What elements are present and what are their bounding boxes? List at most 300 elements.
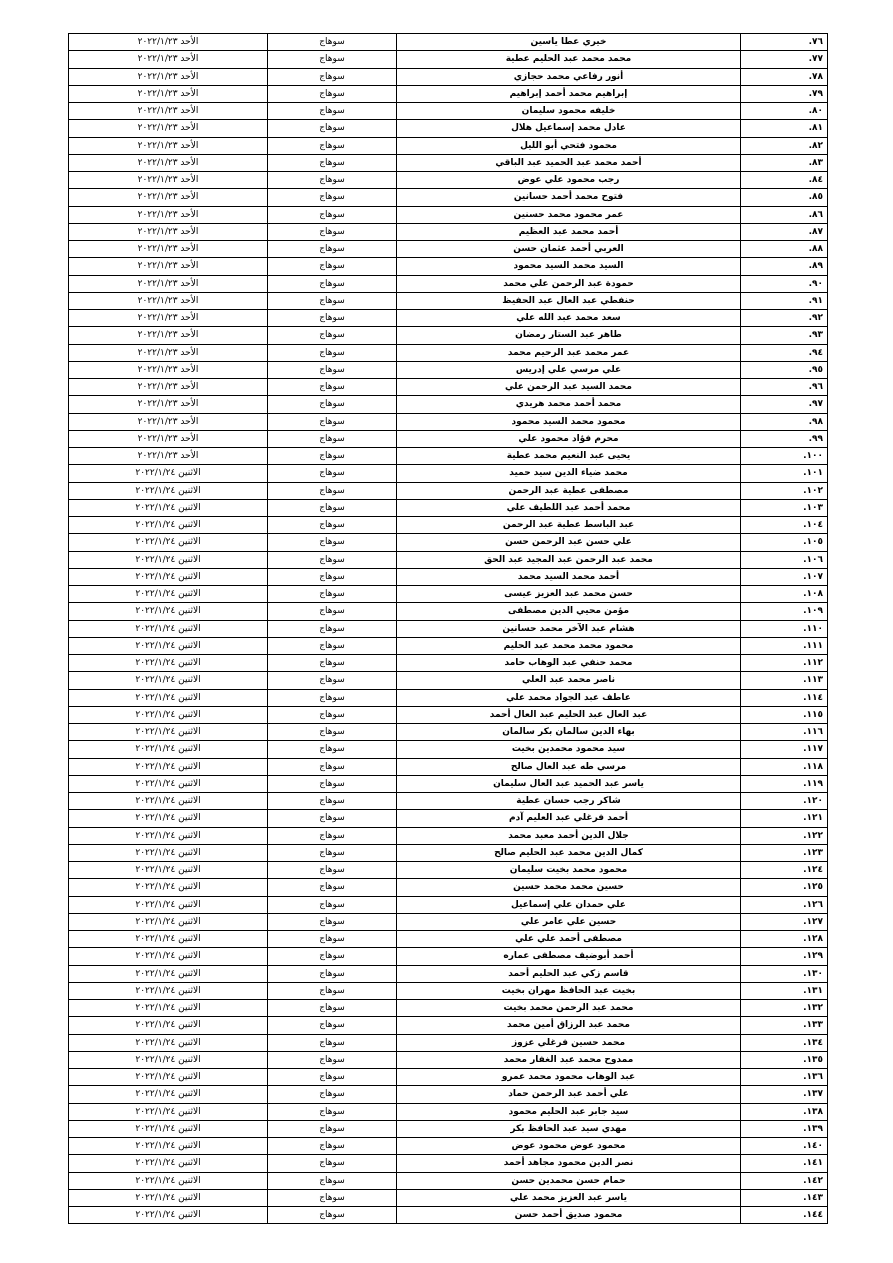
- row-number: ٨٩.: [741, 258, 828, 275]
- row-name: محمد محمد عبد الحليم عطية: [397, 51, 741, 68]
- row-date: الاثنين ٢٠٢٢/١/٢٤: [69, 672, 268, 689]
- row-governorate: سوهاج: [268, 551, 397, 568]
- row-date: الاثنين ٢٠٢٢/١/٢٤: [69, 775, 268, 792]
- row-governorate: سوهاج: [268, 758, 397, 775]
- row-name: ممدوح محمد عبد الغفار محمد: [397, 1051, 741, 1068]
- table-row: [69, 965, 828, 982]
- table-row: [69, 103, 828, 120]
- row-governorate: سوهاج: [268, 51, 397, 68]
- row-governorate: سوهاج: [268, 1017, 397, 1034]
- row-governorate: سوهاج: [268, 844, 397, 861]
- row-name: هشام عبد الآخر محمد حسانين: [397, 620, 741, 637]
- row-name: علي مرسي علي إدريس: [397, 361, 741, 378]
- row-name: حسن محمد عبد العزيز عيسى: [397, 586, 741, 603]
- row-governorate: سوهاج: [268, 413, 397, 430]
- row-name: عبد الوهاب محمود محمد عمرو: [397, 1069, 741, 1086]
- row-governorate: سوهاج: [268, 241, 397, 258]
- row-governorate: سوهاج: [268, 603, 397, 620]
- row-date: الأحد ٢٠٢٢/١/٢٣: [69, 344, 268, 361]
- row-date: الاثنين ٢٠٢٢/١/٢٤: [69, 862, 268, 879]
- table-row: [69, 292, 828, 309]
- table-row: [69, 620, 828, 637]
- row-governorate: سوهاج: [268, 775, 397, 792]
- names-table: [68, 33, 828, 1224]
- row-date: الأحد ٢٠٢٢/١/٢٣: [69, 310, 268, 327]
- table-row: [69, 206, 828, 223]
- row-name: محمود فتحي أبو الليل: [397, 137, 741, 154]
- row-number: ٨٦.: [741, 206, 828, 223]
- row-name: محمد عبد الرحمن محمد بخيت: [397, 1000, 741, 1017]
- table-row: [69, 189, 828, 206]
- row-date: الأحد ٢٠٢٢/١/٢٣: [69, 275, 268, 292]
- row-date: الاثنين ٢٠٢٢/١/٢٤: [69, 1000, 268, 1017]
- table-row: [69, 793, 828, 810]
- row-name: ياسر عبد العزيز محمد علي: [397, 1189, 741, 1206]
- row-number: ١٣١.: [741, 982, 828, 999]
- row-date: الاثنين ٢٠٢٢/١/٢٤: [69, 534, 268, 551]
- table-row: [69, 775, 828, 792]
- row-governorate: سوهاج: [268, 34, 397, 51]
- row-date: الأحد ٢٠٢٢/١/٢٣: [69, 413, 268, 430]
- row-number: ١٠٥.: [741, 534, 828, 551]
- table-row: [69, 931, 828, 948]
- row-date: الأحد ٢٠٢٢/١/٢٣: [69, 448, 268, 465]
- table-row: [69, 241, 828, 258]
- table-row: [69, 413, 828, 430]
- row-name: عمر محمد عبد الرحيم محمد: [397, 344, 741, 361]
- row-governorate: سوهاج: [268, 862, 397, 879]
- table-row: [69, 1103, 828, 1120]
- row-name: محمود صديق أحمد حسن: [397, 1207, 741, 1224]
- table-row: [69, 482, 828, 499]
- row-date: الاثنين ٢٠٢٢/١/٢٤: [69, 724, 268, 741]
- row-governorate: سوهاج: [268, 465, 397, 482]
- row-governorate: سوهاج: [268, 620, 397, 637]
- row-name: كمال الدين محمد عبد الحليم صالح: [397, 844, 741, 861]
- row-number: ١٠٢.: [741, 482, 828, 499]
- row-number: ٩٤.: [741, 344, 828, 361]
- row-date: الاثنين ٢٠٢٢/١/٢٤: [69, 1017, 268, 1034]
- table-row: [69, 655, 828, 672]
- row-governorate: سوهاج: [268, 1189, 397, 1206]
- row-name: علي حمدان علي إسماعيل: [397, 896, 741, 913]
- row-number: ٩١.: [741, 292, 828, 309]
- row-number: ١٠٨.: [741, 586, 828, 603]
- row-governorate: سوهاج: [268, 206, 397, 223]
- table-row: [69, 85, 828, 102]
- table-row: [69, 913, 828, 930]
- row-number: ١٣٣.: [741, 1017, 828, 1034]
- row-governorate: سوهاج: [268, 568, 397, 585]
- row-governorate: سوهاج: [268, 499, 397, 516]
- row-name: عبد الباسط عطية عبد الرحمن: [397, 517, 741, 534]
- row-governorate: سوهاج: [268, 724, 397, 741]
- row-governorate: سوهاج: [268, 223, 397, 240]
- row-governorate: سوهاج: [268, 655, 397, 672]
- row-governorate: سوهاج: [268, 68, 397, 85]
- row-number: ١١٧.: [741, 741, 828, 758]
- row-governorate: سوهاج: [268, 258, 397, 275]
- row-date: الاثنين ٢٠٢٢/١/٢٤: [69, 827, 268, 844]
- table-row: [69, 1000, 828, 1017]
- row-name: أحمد أبوضيف مصطفى عماره: [397, 948, 741, 965]
- row-name: عادل محمد إسماعيل هلال: [397, 120, 741, 137]
- row-number: ١٢٦.: [741, 896, 828, 913]
- table-row: [69, 879, 828, 896]
- row-name: أنور رفاعي محمد حجازي: [397, 68, 741, 85]
- row-date: الأحد ٢٠٢٢/١/٢٣: [69, 137, 268, 154]
- row-governorate: سوهاج: [268, 396, 397, 413]
- row-date: الاثنين ٢٠٢٢/١/٢٤: [69, 741, 268, 758]
- table-row: [69, 672, 828, 689]
- row-date: الاثنين ٢٠٢٢/١/٢٤: [69, 793, 268, 810]
- row-date: الاثنين ٢٠٢٢/١/٢٤: [69, 931, 268, 948]
- row-name: مؤمن محيي الدين مصطفى: [397, 603, 741, 620]
- row-date: الاثنين ٢٠٢٢/١/٢٤: [69, 655, 268, 672]
- row-governorate: سوهاج: [268, 827, 397, 844]
- table-row: [69, 844, 828, 861]
- row-name: خليفه محمود سليمان: [397, 103, 741, 120]
- table-row: [69, 499, 828, 516]
- table-row: [69, 827, 828, 844]
- table-row: [69, 154, 828, 171]
- table-row: [69, 758, 828, 775]
- row-number: ١١٥.: [741, 706, 828, 723]
- table-row: [69, 396, 828, 413]
- row-date: الاثنين ٢٠٢٢/١/٢٤: [69, 1120, 268, 1137]
- row-number: ١١٠.: [741, 620, 828, 637]
- row-date: الاثنين ٢٠٢٢/١/٢٤: [69, 1069, 268, 1086]
- table-row: [69, 120, 828, 137]
- table-row: [69, 68, 828, 85]
- row-governorate: سوهاج: [268, 706, 397, 723]
- row-date: الاثنين ٢٠٢٢/١/٢٤: [69, 1207, 268, 1224]
- row-date: الأحد ٢٠٢٢/١/٢٣: [69, 379, 268, 396]
- row-date: الأحد ٢٠٢٢/١/٢٣: [69, 189, 268, 206]
- row-name: بخيت عبد الحافظ مهران بخيت: [397, 982, 741, 999]
- row-number: ١١٢.: [741, 655, 828, 672]
- row-governorate: سوهاج: [268, 982, 397, 999]
- row-name: سيد جابر عبد الحليم محمود: [397, 1103, 741, 1120]
- row-date: الأحد ٢٠٢٢/١/٢٣: [69, 120, 268, 137]
- row-governorate: سوهاج: [268, 1103, 397, 1120]
- row-governorate: سوهاج: [268, 1172, 397, 1189]
- row-number: ٨١.: [741, 120, 828, 137]
- row-name: محمود محمد محمد عبد الحليم: [397, 637, 741, 654]
- row-date: الاثنين ٢٠٢٢/١/٢٤: [69, 965, 268, 982]
- row-governorate: سوهاج: [268, 430, 397, 447]
- row-date: الاثنين ٢٠٢٢/١/٢٤: [69, 913, 268, 930]
- row-name: سيد محمود محمدين بخيت: [397, 741, 741, 758]
- table-row: [69, 1189, 828, 1206]
- table-row: [69, 379, 828, 396]
- row-number: ٩٥.: [741, 361, 828, 378]
- row-name: محمود محمد السيد محمود: [397, 413, 741, 430]
- row-date: الأحد ٢٠٢٢/١/٢٣: [69, 292, 268, 309]
- row-date: الاثنين ٢٠٢٢/١/٢٤: [69, 1172, 268, 1189]
- row-governorate: سوهاج: [268, 1207, 397, 1224]
- row-date: الاثنين ٢٠٢٢/١/٢٤: [69, 1086, 268, 1103]
- names-table-body: [69, 34, 828, 1224]
- table-row: [69, 982, 828, 999]
- row-number: ١٢٤.: [741, 862, 828, 879]
- row-number: ٩٢.: [741, 310, 828, 327]
- row-number: ١٢٥.: [741, 879, 828, 896]
- row-name: مصطفى عطية عبد الرحمن: [397, 482, 741, 499]
- table-row: [69, 741, 828, 758]
- table-row: [69, 862, 828, 879]
- row-number: ٨٨.: [741, 241, 828, 258]
- row-governorate: سوهاج: [268, 793, 397, 810]
- row-number: ١٣٩.: [741, 1120, 828, 1137]
- row-governorate: سوهاج: [268, 879, 397, 896]
- row-date: الأحد ٢٠٢٢/١/٢٣: [69, 430, 268, 447]
- table-row: [69, 1034, 828, 1051]
- table-row: [69, 689, 828, 706]
- row-number: ٧٩.: [741, 85, 828, 102]
- row-number: ١٣٤.: [741, 1034, 828, 1051]
- table-row: [69, 327, 828, 344]
- row-date: الاثنين ٢٠٢٢/١/٢٤: [69, 758, 268, 775]
- row-name: العربي أحمد عثمان حسن: [397, 241, 741, 258]
- row-date: الاثنين ٢٠٢٢/١/٢٤: [69, 948, 268, 965]
- row-date: الاثنين ٢٠٢٢/١/٢٤: [69, 586, 268, 603]
- row-name: أحمد محمد عبد الحميد عبد الباقي: [397, 154, 741, 171]
- row-date: الاثنين ٢٠٢٢/١/٢٤: [69, 551, 268, 568]
- row-name: حمام حسن محمدين حسن: [397, 1172, 741, 1189]
- row-date: الاثنين ٢٠٢٢/١/٢٤: [69, 1138, 268, 1155]
- table-row: [69, 551, 828, 568]
- row-number: ١٢١.: [741, 810, 828, 827]
- row-number: ٩٩.: [741, 430, 828, 447]
- row-number: ١٤٠.: [741, 1138, 828, 1155]
- table-row: [69, 1120, 828, 1137]
- row-governorate: سوهاج: [268, 1034, 397, 1051]
- row-name: محمد عبد الرزاق أمين محمد: [397, 1017, 741, 1034]
- row-name: حسين علي عامر علي: [397, 913, 741, 930]
- table-row: [69, 448, 828, 465]
- row-number: ١٢٣.: [741, 844, 828, 861]
- row-date: الاثنين ٢٠٢٢/١/٢٤: [69, 499, 268, 516]
- row-date: الأحد ٢٠٢٢/١/٢٣: [69, 172, 268, 189]
- row-number: ١٣٥.: [741, 1051, 828, 1068]
- row-number: ١٤٣.: [741, 1189, 828, 1206]
- table-row: [69, 1017, 828, 1034]
- row-date: الاثنين ٢٠٢٢/١/٢٤: [69, 879, 268, 896]
- row-number: ١١٩.: [741, 775, 828, 792]
- row-name: مرسي طه عبد العال صالح: [397, 758, 741, 775]
- table-row: [69, 586, 828, 603]
- row-date: الاثنين ٢٠٢٢/١/٢٤: [69, 982, 268, 999]
- row-governorate: سوهاج: [268, 1120, 397, 1137]
- row-date: الاثنين ٢٠٢٢/١/٢٤: [69, 810, 268, 827]
- row-name: محرم فؤاد محمود علي: [397, 430, 741, 447]
- table-row: [69, 568, 828, 585]
- row-name: ياسر عبد الحميد عبد العال سليمان: [397, 775, 741, 792]
- table-row: [69, 137, 828, 154]
- row-date: الاثنين ٢٠٢٢/١/٢٤: [69, 844, 268, 861]
- row-name: أحمد فرغلي عبد العليم آدم: [397, 810, 741, 827]
- row-date: الأحد ٢٠٢٢/١/٢٣: [69, 396, 268, 413]
- row-date: الأحد ٢٠٢٢/١/٢٣: [69, 223, 268, 240]
- row-number: ٩٦.: [741, 379, 828, 396]
- row-number: ٨٠.: [741, 103, 828, 120]
- row-name: ناصر محمد عبد العلي: [397, 672, 741, 689]
- row-date: الأحد ٢٠٢٢/١/٢٣: [69, 51, 268, 68]
- table-row: [69, 1051, 828, 1068]
- table-row: [69, 517, 828, 534]
- row-name: محمد عبد الرحمن عبد المجيد عبد الحق: [397, 551, 741, 568]
- row-name: عمر محمود محمد حسنين: [397, 206, 741, 223]
- row-number: ٧٨.: [741, 68, 828, 85]
- row-governorate: سوهاج: [268, 189, 397, 206]
- row-governorate: سوهاج: [268, 1000, 397, 1017]
- row-date: الاثنين ٢٠٢٢/١/٢٤: [69, 517, 268, 534]
- row-number: ٩٨.: [741, 413, 828, 430]
- table-row: [69, 223, 828, 240]
- table-row: [69, 1155, 828, 1172]
- row-governorate: سوهاج: [268, 810, 397, 827]
- row-name: محمد حنفي عبد الوهاب حامد: [397, 655, 741, 672]
- row-date: الاثنين ٢٠٢٢/١/٢٤: [69, 706, 268, 723]
- row-name: حمودة عبد الرحمن علي محمد: [397, 275, 741, 292]
- table-row: [69, 344, 828, 361]
- table-row: [69, 603, 828, 620]
- row-name: خيري عطا ياسين: [397, 34, 741, 51]
- table-row: [69, 724, 828, 741]
- row-number: ١١٣.: [741, 672, 828, 689]
- row-governorate: سوهاج: [268, 1086, 397, 1103]
- table-row: [69, 361, 828, 378]
- row-governorate: سوهاج: [268, 327, 397, 344]
- row-governorate: سوهاج: [268, 517, 397, 534]
- row-name: محمد أحمد عبد اللطيف علي: [397, 499, 741, 516]
- row-number: ١٠٠.: [741, 448, 828, 465]
- row-date: الاثنين ٢٠٢٢/١/٢٤: [69, 465, 268, 482]
- row-date: الاثنين ٢٠٢٢/١/٢٤: [69, 1155, 268, 1172]
- row-number: ١٢٨.: [741, 931, 828, 948]
- table-row: [69, 534, 828, 551]
- row-name: محمد أحمد محمد هريدي: [397, 396, 741, 413]
- row-governorate: سوهاج: [268, 361, 397, 378]
- row-number: ١٣٧.: [741, 1086, 828, 1103]
- table-row: [69, 1086, 828, 1103]
- table-row: [69, 1138, 828, 1155]
- row-date: الاثنين ٢٠٢٢/١/٢٤: [69, 482, 268, 499]
- row-number: ٩٣.: [741, 327, 828, 344]
- row-number: ١٠١.: [741, 465, 828, 482]
- row-date: الأحد ٢٠٢٢/١/٢٣: [69, 258, 268, 275]
- row-name: أحمد محمد عبد العظيم: [397, 223, 741, 240]
- row-name: السيد محمد السيد محمود: [397, 258, 741, 275]
- row-name: علي حسن عبد الرحمن حسن: [397, 534, 741, 551]
- row-number: ٨٥.: [741, 189, 828, 206]
- row-date: الاثنين ٢٠٢٢/١/٢٤: [69, 603, 268, 620]
- row-name: جلال الدين أحمد معبد محمد: [397, 827, 741, 844]
- row-governorate: سوهاج: [268, 948, 397, 965]
- row-number: ١١٨.: [741, 758, 828, 775]
- row-name: مهدي سيد عبد الحافظ بكر: [397, 1120, 741, 1137]
- row-name: قاسم زكي عبد الحليم أحمد: [397, 965, 741, 982]
- row-date: الأحد ٢٠٢٢/١/٢٣: [69, 206, 268, 223]
- row-name: شاكر رجب حسان عطية: [397, 793, 741, 810]
- row-number: ٨٣.: [741, 154, 828, 171]
- table-row: [69, 1207, 828, 1224]
- row-number: ١١١.: [741, 637, 828, 654]
- row-number: ١٠٩.: [741, 603, 828, 620]
- row-name: سعد محمد عبد الله علي: [397, 310, 741, 327]
- row-date: الاثنين ٢٠٢٢/١/٢٤: [69, 620, 268, 637]
- row-name: عاطف عبد الجواد محمد علي: [397, 689, 741, 706]
- row-number: ١١٤.: [741, 689, 828, 706]
- row-date: الأحد ٢٠٢٢/١/٢٣: [69, 361, 268, 378]
- row-number: ٨٢.: [741, 137, 828, 154]
- row-governorate: سوهاج: [268, 586, 397, 603]
- row-number: ١٣٠.: [741, 965, 828, 982]
- table-row: [69, 172, 828, 189]
- row-name: طاهر عبد الستار رمضان: [397, 327, 741, 344]
- row-governorate: سوهاج: [268, 913, 397, 930]
- row-name: حنفطي عبد العال عبد الحفيظ: [397, 292, 741, 309]
- row-governorate: سوهاج: [268, 379, 397, 396]
- row-governorate: سوهاج: [268, 344, 397, 361]
- table-row: [69, 706, 828, 723]
- row-date: الاثنين ٢٠٢٢/١/٢٤: [69, 1051, 268, 1068]
- table-row: [69, 637, 828, 654]
- row-governorate: سوهاج: [268, 172, 397, 189]
- table-row: [69, 810, 828, 827]
- row-number: ١٣٢.: [741, 1000, 828, 1017]
- row-date: الأحد ٢٠٢٢/١/٢٣: [69, 327, 268, 344]
- row-number: ١٣٨.: [741, 1103, 828, 1120]
- row-date: الاثنين ٢٠٢٢/١/٢٤: [69, 896, 268, 913]
- row-date: الأحد ٢٠٢٢/١/٢٣: [69, 85, 268, 102]
- row-number: ١٤١.: [741, 1155, 828, 1172]
- row-governorate: سوهاج: [268, 482, 397, 499]
- row-governorate: سوهاج: [268, 1138, 397, 1155]
- row-governorate: سوهاج: [268, 931, 397, 948]
- row-number: ١٢٩.: [741, 948, 828, 965]
- row-governorate: سوهاج: [268, 534, 397, 551]
- row-governorate: سوهاج: [268, 154, 397, 171]
- row-governorate: سوهاج: [268, 137, 397, 154]
- row-name: إبراهيم محمد أحمد إبراهيم: [397, 85, 741, 102]
- row-number: ١٤٤.: [741, 1207, 828, 1224]
- row-date: الأحد ٢٠٢٢/١/٢٣: [69, 34, 268, 51]
- table-row: [69, 948, 828, 965]
- row-number: ٩٠.: [741, 275, 828, 292]
- row-number: ١٠٣.: [741, 499, 828, 516]
- row-date: الأحد ٢٠٢٢/١/٢٣: [69, 68, 268, 85]
- row-date: الاثنين ٢٠٢٢/١/٢٤: [69, 568, 268, 585]
- table-row: [69, 1172, 828, 1189]
- table-row: [69, 275, 828, 292]
- row-number: ٧٧.: [741, 51, 828, 68]
- row-governorate: سوهاج: [268, 292, 397, 309]
- table-row: [69, 465, 828, 482]
- row-name: عبد العال عبد الحليم عبد العال أحمد: [397, 706, 741, 723]
- row-name: يحيى عبد النعيم محمد عطية: [397, 448, 741, 465]
- row-date: الأحد ٢٠٢٢/١/٢٣: [69, 241, 268, 258]
- row-name: مصطفى أحمد علي علي: [397, 931, 741, 948]
- row-name: رجب محمود علي عوض: [397, 172, 741, 189]
- row-number: ١٢٧.: [741, 913, 828, 930]
- row-number: ١٣٦.: [741, 1069, 828, 1086]
- row-name: محمود محمد بخيت سليمان: [397, 862, 741, 879]
- document-page: [68, 33, 824, 1224]
- row-name: محمد حسين فرغلي عزوز: [397, 1034, 741, 1051]
- row-number: ١٠٦.: [741, 551, 828, 568]
